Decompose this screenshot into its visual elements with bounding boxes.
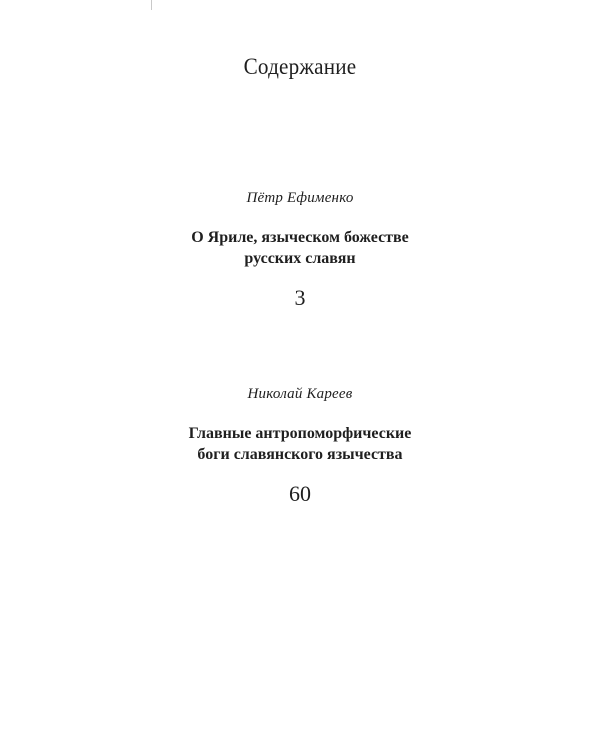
entry-title-line: русских славян [244,250,356,267]
entry-title [0,227,600,269]
table-of-contents-title: Содержание [243,54,357,79]
entry-title [0,423,600,465]
entry-title-line: боги славянского язычества [197,446,403,463]
toc-entry [0,386,600,506]
toc-entry [0,190,600,310]
entry-author: Пётр Ефименко [246,190,354,206]
entry-author: Николай Кареев [247,386,353,402]
entry-page-number: 3 [294,285,306,310]
entry-title-line: Главные антропоморфические [188,425,412,442]
scan-artifact-line [151,0,152,10]
entry-page-number: 60 [289,481,311,506]
entry-title-line: О Яриле, языческом божестве [191,229,409,246]
